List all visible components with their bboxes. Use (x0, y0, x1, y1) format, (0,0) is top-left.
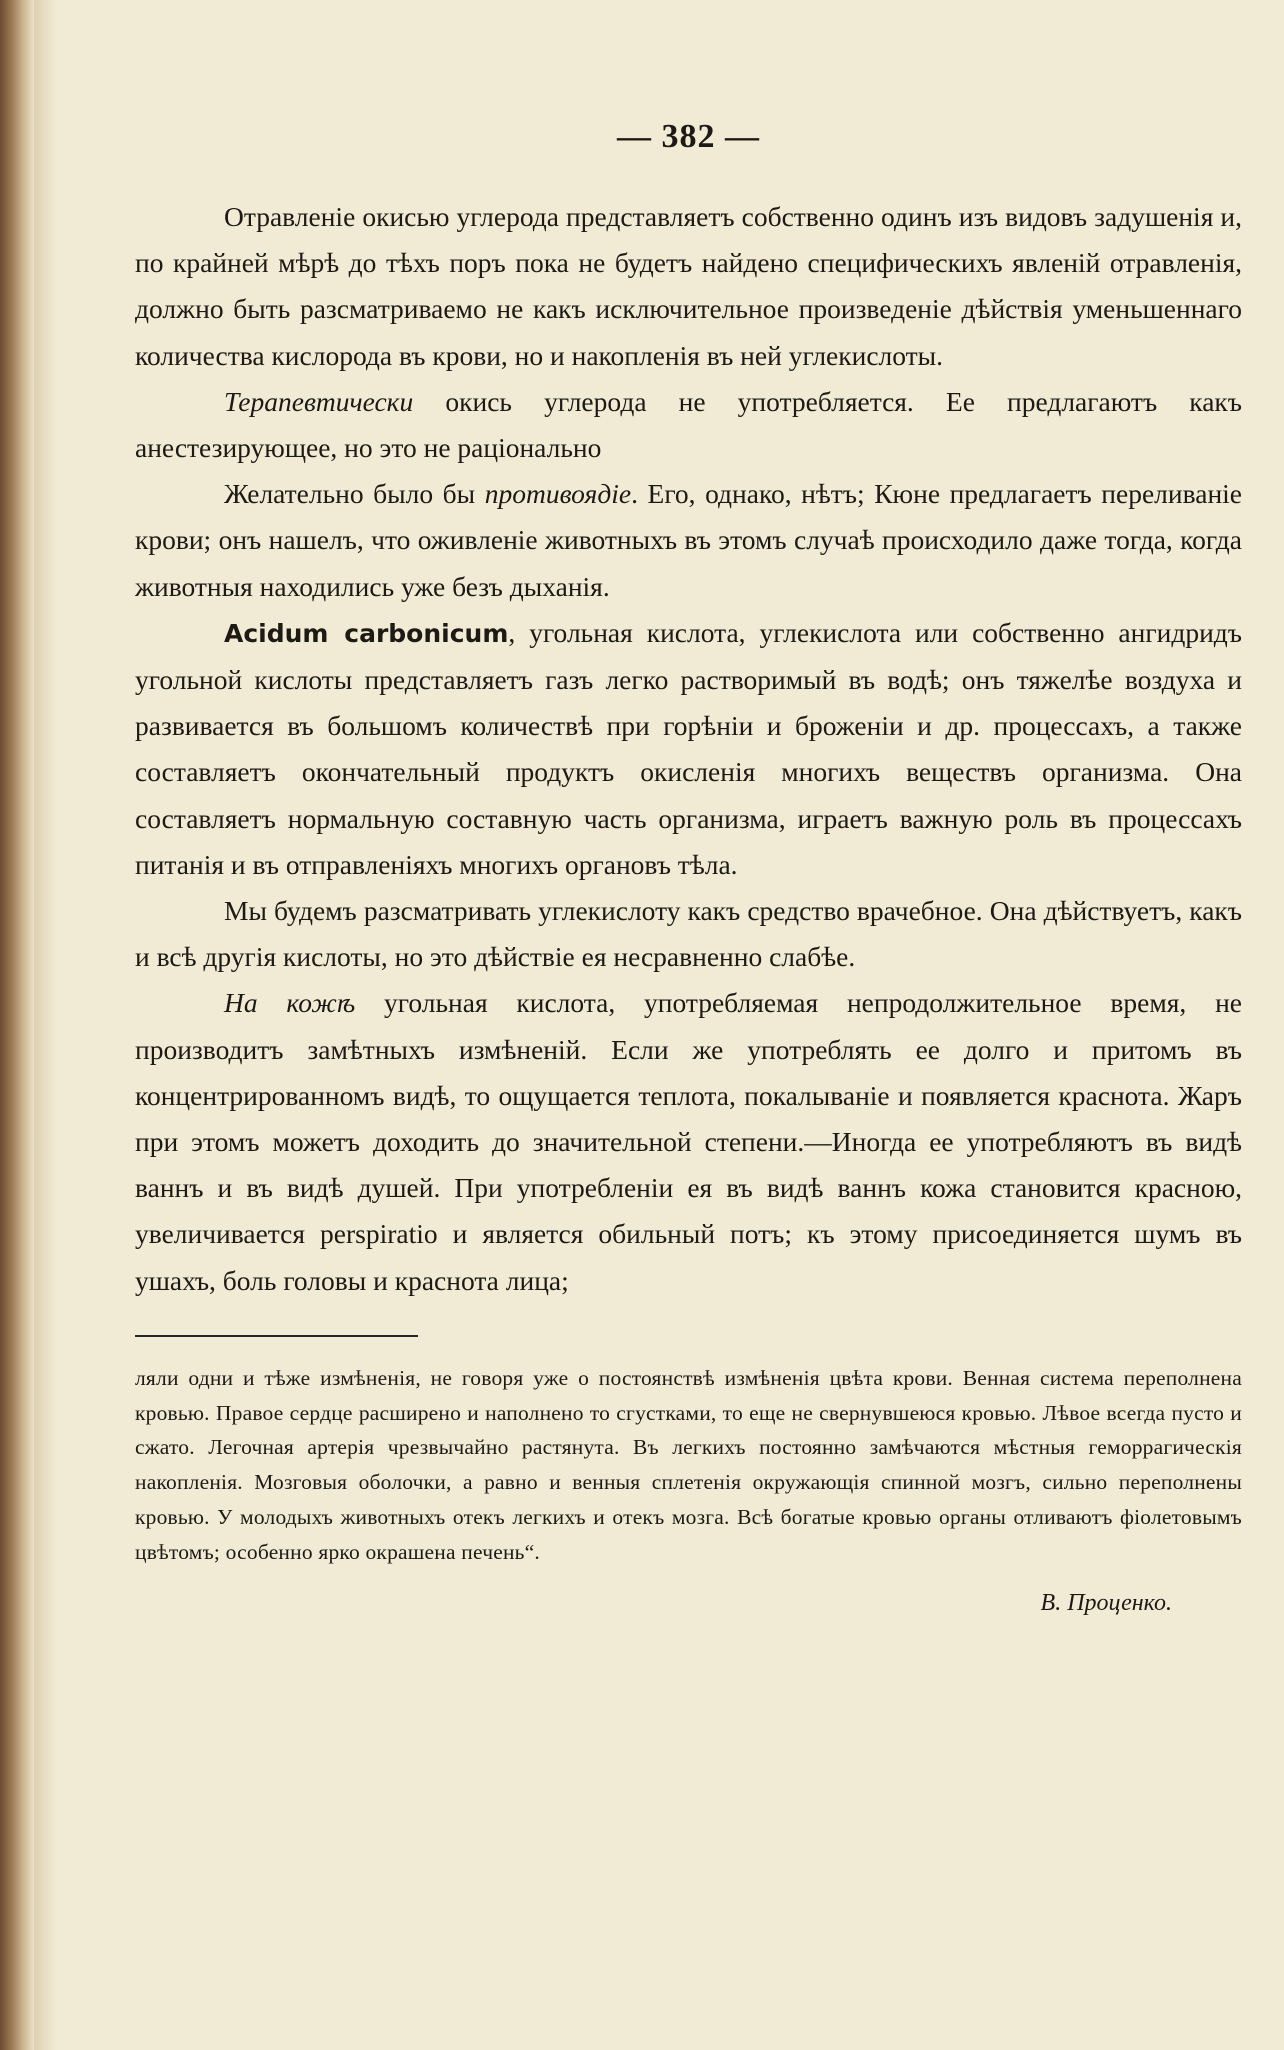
book-binding (0, 0, 34, 2050)
paragraph-4-latin-term: Acidum carbonicum (224, 618, 509, 648)
paragraph-1-text: Отравленіе окисью углерода представляетъ собственно одинъ изъ видовъ задушенія и, по крайней мѣрѣ до тѣхъ поръ пока не будетъ найдено специфическихъ явленій отравленія, должно быть разсматриваемо не какъ исключительное произведеніе дѣйствія уменьшеннаго количества кислорода въ крови, но и накопленія въ ней углекислоты. (135, 201, 1242, 371)
footnote (135, 1361, 1242, 1570)
paragraph-3 (135, 471, 1242, 610)
paragraph-2-emphasis: Терапевтически (224, 385, 414, 417)
paragraph-3-text: . Его, однако, нѣтъ; Кюне предлагаетъ переливаніе крови; онъ нашелъ, что оживленіе животныхъ въ этомъ случаѣ происходило даже тогда, когда животныя находились уже безъ дыханія. (135, 478, 1243, 602)
paragraph-6 (135, 980, 1242, 1303)
paragraph-6-text: угольная кислота, употребляемая непродолжительное время, не производитъ замѣтныхъ измѣненій. Если же употреблять ее долго и притомъ въ концентрированномъ видѣ, то ощущается теплота, покалываніе и появляется краснота. Жаръ при этомъ можетъ доходить до значительной степени.—Иногда ее употребляютъ въ видѣ ваннъ и въ видѣ душей. При употребленіи ея въ видѣ ваннъ кожа становится красною, увеличивается perspiratio и является обильный потъ; къ этому присоединяется шумъ въ ушахъ, боль головы и краснота лица; (135, 987, 1242, 1296)
book-page (135, 118, 1242, 1617)
paragraph-2 (135, 379, 1242, 471)
paragraph-4 (135, 610, 1242, 888)
page-fold-shadow (34, 0, 56, 2050)
page-number: — 382 — (617, 118, 760, 155)
footnote-text: ляли одни и тѣже измѣненія, не говоря уже о постоянствѣ измѣненія цвѣта крови. Венная система переполнена кровью. Правое сердце расширено и наполнено то сгустками, то еще не свернувшеюся кровью. Лѣвое всегда пусто и сжато. Легочная артерія чрезвычайно растянута. Въ легкихъ постоянно замѣчаются мѣстныя геморрагическія накопленія. Мозговыя оболочки, а равно и венныя сплетенія окружающія спинной мозгъ, сильно переполнены кровью. У молодыхъ животныхъ отекъ легкихъ и отекъ мозга. Всѣ богатые кровью органы отливаютъ фіолетовымъ цвѣтомъ; особенно ярко окрашена печень“. (135, 1365, 1242, 1564)
paragraph-3-emphasis: противоядіе (484, 478, 632, 510)
paragraph-6-emphasis: На кожѣ (224, 987, 356, 1019)
paragraph-5-text: Мы будемъ разсматривать углекислоту какъ средство врачебное. Она дѣйствуетъ, какъ и всѣ другія кислоты, но это дѣйствіе ея несравненно слабѣе. (135, 895, 1242, 973)
author-signature: В. Проценко. (1040, 1589, 1172, 1616)
paragraph-4-text: , угольная кислота, углекислота или собственно ангидридъ угольной кислоты представляетъ газъ легко растворимый въ водѣ; онъ тяжелѣе воздуха и развивается въ большомъ количествѣ при горѣніи и броженіи и др. процессахъ, а также составляетъ окончательный продуктъ окисленія многихъ веществъ организма. Она составляетъ нормальную составную часть организма, играетъ важную роль въ процессахъ питанія и въ отправленіяхъ многихъ органовъ тѣла. (135, 616, 1242, 880)
main-text (135, 194, 1242, 1304)
paragraph-5 (135, 888, 1242, 980)
paragraph-3-lead: Желательно было бы (224, 478, 485, 510)
footnote-divider (135, 1335, 418, 1337)
paragraph-1 (135, 194, 1242, 379)
paragraph-2-text: окись углерода не употребляется. Ее предлагаютъ какъ анестезирующее, но это не раціонально (135, 385, 1242, 464)
